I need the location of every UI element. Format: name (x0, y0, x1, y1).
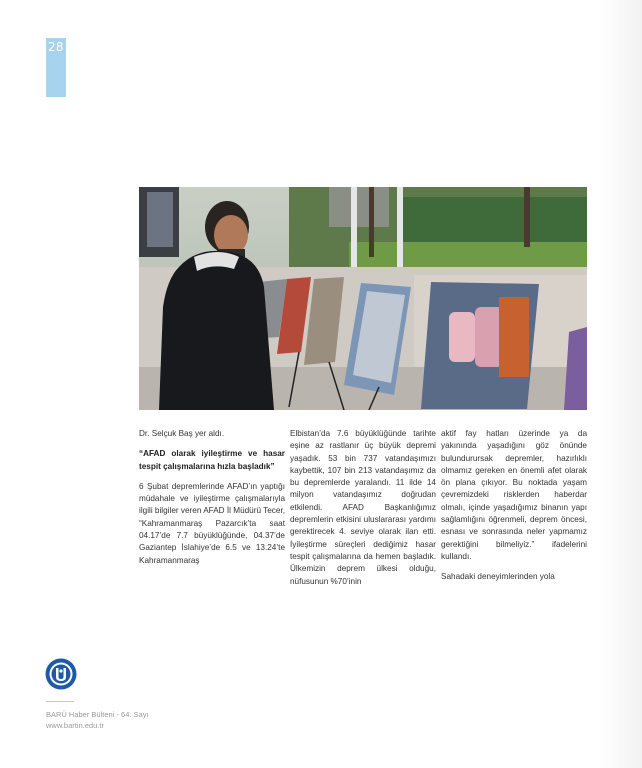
page-number: 28 (48, 40, 64, 54)
university-seal-icon (45, 658, 77, 690)
footer-website-link[interactable]: www.bartin.edu.tr (46, 721, 104, 730)
subheading: “AFAD olarak iyileştirme ve hasar tespit çalışmalarına hızla başladık” (139, 449, 285, 471)
paragraph: aktif fay hatları üzerinde ya da yakınında yaşadığını göz önünde bulundurursak depremler, hazırlıklı olmamız gereken en önemli afet olarak ön plana çıkıyor. Bu noktada yaşam çevremizdeki risklerden haberdar olmalı, içinde yaşadığımız binanın yapı sağlamlığını öğrenmeli, deprem öncesi, esnası ve sonrasında neler yapmamız gerektiğini bilmeliyiz.” ifadelerini kullandı. (441, 429, 587, 561)
article-column-1 (139, 428, 285, 575)
article-column-2 (290, 428, 436, 596)
paragraph: Dr. Selçuk Baş yer aldı. (139, 429, 225, 438)
paragraph: Elbistan’da 7.6 büyüklüğünde tarihte eşine az rastlanır üç büyük depremi yaşadık. 53 bin 737 vatandaşımızı kaybettik, 107 bin 213 vatandaşımız da bu depremlerde yaralandı. 11 ilde 14 milyon vatandaşımız doğrudan etkilendi. AFAD Başkanlığımız depremlerin etkisini uluslararası yardımı gerektirecek 4. seviye olarak ilan etti. İyileştirme süreçleri dediğimiz hasar tespit çalışmalarına da hemen başladık. Ülkemizin deprem ülkesi olduğu, nüfusunun %70’inin (290, 429, 436, 586)
article-column-3 (441, 428, 587, 592)
footer-publication: BARÜ Haber Bülteni - 64. Sayı (46, 710, 149, 719)
paragraph: Sahadaki deneyimlerinden yola (441, 572, 555, 582)
paragraph: 6 Şubat depremlerinde AFAD’ın yaptığı müdahale ve iyileştirme çalışmalarıyla ilgili bilgiler veren AFAD İl Müdürü Tecer, “Kahramanmaraş Pazarcık’ta saat 04.17’de 7.7 büyüklüğünde, 04.37’de Gaziantep İslahiye’de 6.5 ve 13.24’te Kahramanmaraş (139, 481, 285, 565)
article-body (139, 428, 587, 598)
photo-exhibition-image (139, 187, 587, 410)
footer-divider (46, 701, 74, 702)
article-photo (139, 187, 587, 410)
page-edge-shade (598, 0, 642, 768)
